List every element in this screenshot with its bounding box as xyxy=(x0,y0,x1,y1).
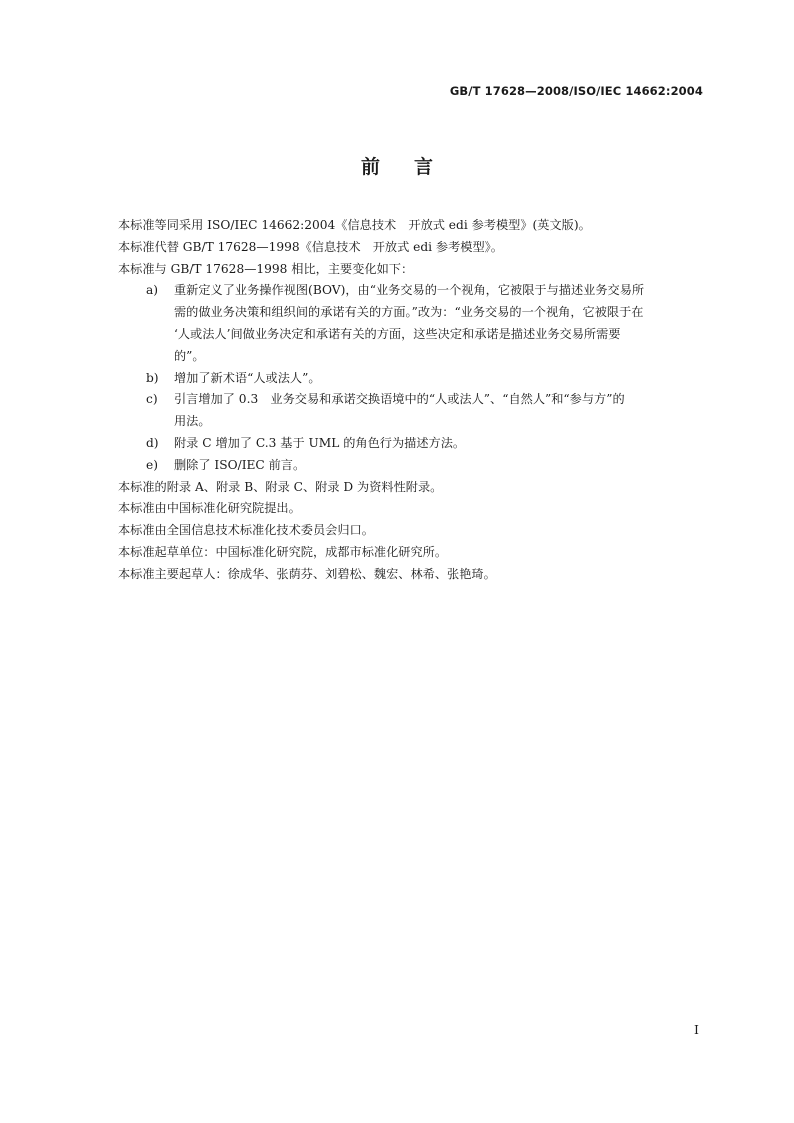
list-item-text: 增加了新术语“人或法人”。 xyxy=(174,370,321,385)
paragraph-adoption: 本标准等同采用 ISO/IEC 14662:2004《信息技术 开放式 edi 参考模型》(英文版)。 xyxy=(118,218,591,232)
list-item-e xyxy=(118,455,708,477)
foreword-body xyxy=(118,215,708,586)
paragraph-appendices: 本标准的附录 A、附录 B、附录 C、附录 D 为资料性附录。 xyxy=(118,479,443,494)
paragraph-changes-intro: 本标准与 GB/T 17628—1998 相比，主要变化如下： xyxy=(118,261,414,276)
list-item-text: 删除了 ISO/IEC 前言。 xyxy=(174,457,306,472)
list-item-text: 引言增加了 0.3 业务交易和承诺交换语境中的“人或法人”、“自然人”和“参与方”的 用法。 xyxy=(174,392,625,429)
list-item-d xyxy=(118,433,708,455)
standard-code-header: GB/T 17628—2008/ISO/IEC 14662:2004 xyxy=(449,84,703,98)
paragraph-administrator: 本标准由全国信息技术标准化技术委员会归口。 xyxy=(118,523,374,538)
list-marker: d) xyxy=(146,435,159,450)
paragraph-drafters: 本标准主要起草人：徐成华、张荫芬、刘碧松、魏宏、林希、张艳琦。 xyxy=(118,566,496,581)
list-item-c xyxy=(118,389,708,433)
list-item-text: 重新定义了业务操作视图(BOV)，由“业务交易的一个视角，它被限于与描述业务交易所 需的做业务决策和组织间的承诺有关的方面。”改为：“业务交易的一个视角，它被限于在 ‘人或法人’间做业务决定和承诺有关的方面，这些决定和承诺是描述业务交易所需要 的”。 xyxy=(174,283,645,363)
page-number: I xyxy=(694,1022,699,1037)
paragraph-proposer: 本标准由中国标准化研究院提出。 xyxy=(118,501,301,516)
paragraph-drafting-units: 本标准起草单位：中国标准化研究院，成都市标准化研究所。 xyxy=(118,544,448,559)
page-title: 前言 xyxy=(360,156,467,178)
list-item-a xyxy=(118,280,708,367)
list-marker: c) xyxy=(146,392,158,407)
list-marker: b) xyxy=(146,370,159,385)
list-marker: a) xyxy=(146,283,159,298)
paragraph-replacement: 本标准代替 GB/T 17628—1998《信息技术 开放式 edi 参考模型》。 xyxy=(118,239,503,254)
list-marker: e) xyxy=(146,457,158,472)
list-item-text: 附录 C 增加了 C.3 基于 UML 的角色行为描述方法。 xyxy=(174,435,466,450)
list-item-b xyxy=(118,368,708,390)
